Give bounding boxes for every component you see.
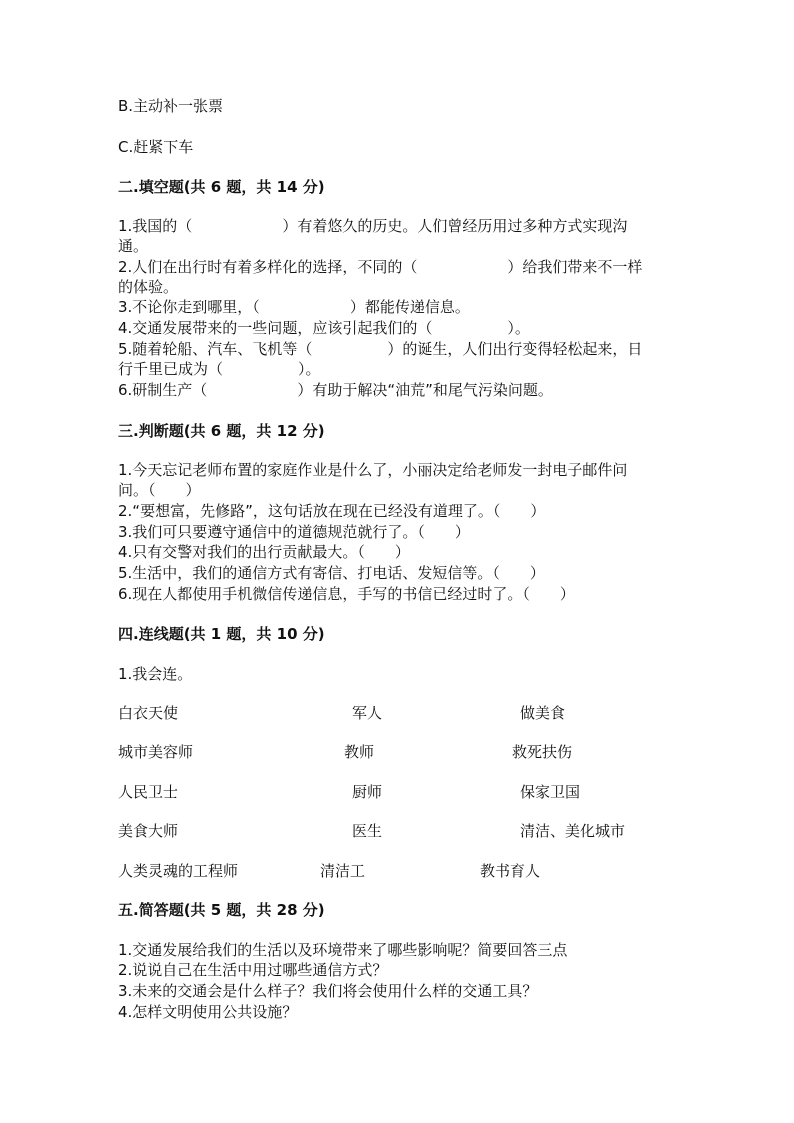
fill-blank-line: 6.研制生产（ ）有助于解决“油荒”和尾气污染问题。 [118, 381, 553, 399]
matching-item-left: 美食大师 [118, 822, 179, 840]
matching-item-middle: 清洁工 [320, 862, 366, 880]
matching-item-middle: 医生 [352, 822, 383, 840]
short-answer-line: 4.怎样文明使用公共设施？ [118, 1003, 298, 1021]
fill-blank-line: 2.人们在出行时有着多样化的选择，不同的（ ）给我们带来不一样 [118, 258, 643, 276]
matching-item-middle: 厨师 [352, 783, 383, 801]
matching-item-right: 教书育人 [480, 862, 541, 880]
fill-blank-line: 5.随着轮船、汽车、飞机等（ ）的诞生，人们出行变得轻松起来，日 [118, 340, 643, 358]
matching-item-right: 保家卫国 [520, 783, 581, 801]
matching-item-left: 人民卫士 [118, 783, 179, 801]
short-answer-line: 1.交通发展给我们的生活以及环境带来了哪些影响呢？简要回答三点 [118, 941, 568, 959]
matching-item-left: 城市美容师 [118, 743, 194, 761]
matching-item-right: 救死扶伤 [512, 743, 573, 761]
matching-question: 1.我会连。 [118, 665, 193, 683]
true-false-line: 6.现在人都使用手机微信传递信息，手写的书信已经过时了。（ ） [118, 585, 575, 603]
true-false-line: 1.今天忘记老师布置的家庭作业是什么了，小丽决定给老师发一封电子邮件问 [118, 461, 628, 479]
fill-blank-line: 1.我国的（ ）有着悠久的历史。人们曾经历用过多种方式实现沟 [118, 217, 628, 235]
section-heading-fill-blank: 二.填空题(共 6 题，共 14 分) [118, 178, 325, 196]
matching-item-right: 清洁、美化城市 [520, 822, 626, 840]
fill-blank-line: 的体验。 [118, 278, 179, 296]
short-answer-line: 3.未来的交通会是什么样子？我们将会使用什么样的交通工具？ [118, 982, 538, 1000]
true-false-line: 3.我们可只要遵守通信中的道德规范就行了。（ ） [118, 523, 470, 541]
option-b: B.主动补一张票 [118, 97, 224, 115]
matching-item-left: 白衣天使 [118, 704, 179, 722]
matching-item-middle: 军人 [352, 704, 383, 722]
matching-item-middle: 教师 [344, 743, 375, 761]
fill-blank-line: 行千里已成为（ ）。 [118, 360, 321, 378]
true-false-line: 5.生活中，我们的通信方式有寄信、打电话、发短信等。（ ） [118, 564, 545, 582]
fill-blank-line: 3.不论你走到哪里，（ ）都能传递信息。 [118, 298, 470, 316]
fill-blank-line: 4.交通发展带来的一些问题，应该引起我们的（ ）。 [118, 319, 530, 337]
matching-item-right: 做美食 [520, 704, 566, 722]
section-heading-matching: 四.连线题(共 1 题，共 10 分) [118, 625, 325, 643]
fill-blank-line: 通。 [118, 237, 149, 255]
true-false-line: 2.“要想富，先修路”，这句话放在现在已经没有道理了。（ ） [118, 502, 546, 520]
true-false-line: 问。（ ） [118, 481, 201, 499]
section-heading-true-false: 三.判断题(共 6 题，共 12 分) [118, 422, 325, 440]
true-false-line: 4.只有交警对我们的出行贡献最大。（ ） [118, 543, 410, 561]
short-answer-line: 2.说说自己在生活中用过哪些通信方式？ [118, 961, 388, 979]
matching-item-left: 人类灵魂的工程师 [118, 862, 239, 880]
option-c: C.赶紧下车 [118, 138, 194, 156]
section-heading-short-answer: 五.简答题(共 5 题，共 28 分) [118, 901, 325, 919]
